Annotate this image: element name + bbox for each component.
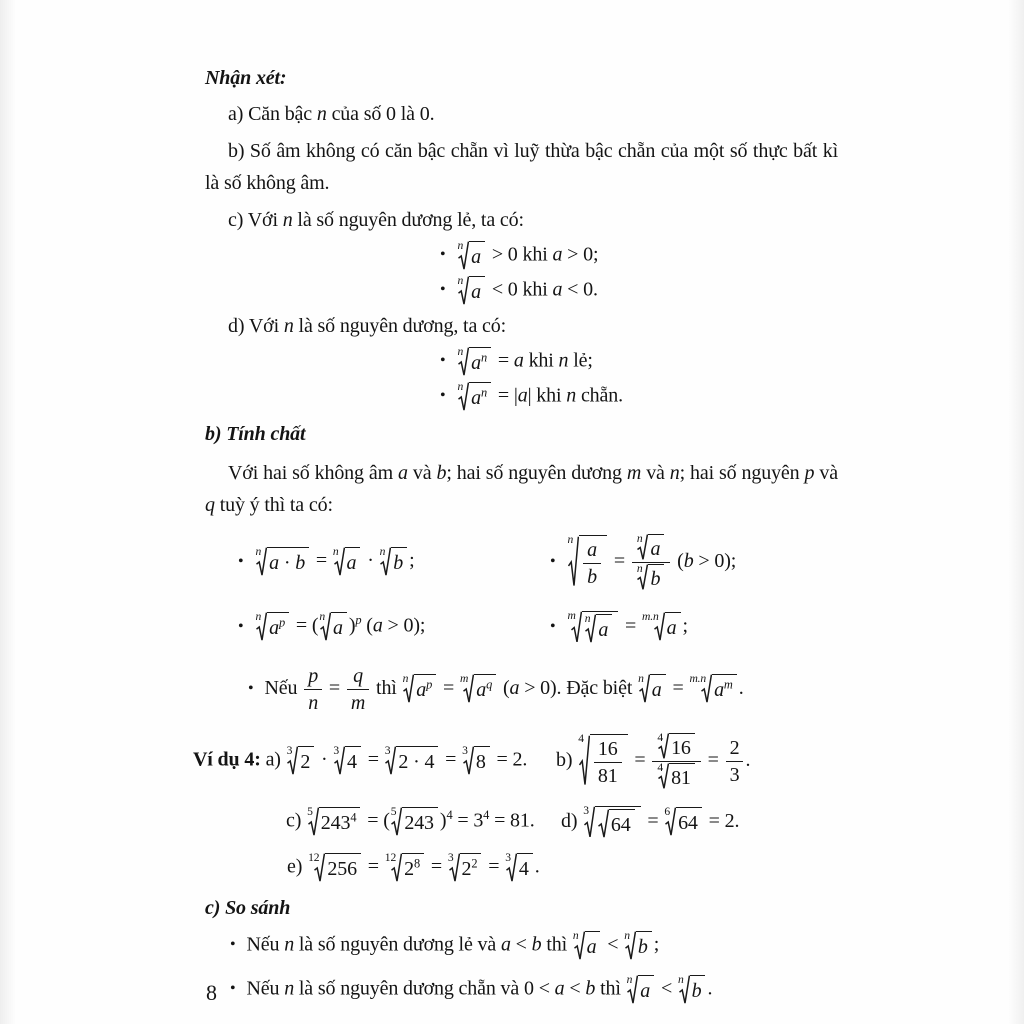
- denominator: 81: [597, 765, 618, 788]
- math-variable: b: [393, 552, 404, 575]
- radical: [657, 730, 694, 760]
- math-variable: a: [587, 539, 597, 562]
- radical-index: 3: [462, 744, 468, 758]
- superscript: 4: [483, 808, 490, 822]
- radical-index: n: [624, 928, 630, 942]
- radical: [638, 674, 666, 704]
- radicand: 243: [402, 807, 438, 837]
- bullet-marker: •: [440, 352, 446, 370]
- denominator: [583, 564, 601, 589]
- math-variable: a: [471, 245, 481, 268]
- math-variable: p: [426, 677, 433, 692]
- bullet-marker: •: [248, 679, 254, 697]
- radical: [572, 928, 601, 961]
- math-variable: b: [295, 552, 306, 575]
- radical: [584, 611, 613, 644]
- radical: [385, 746, 439, 776]
- radicand: [636, 931, 652, 961]
- heading-tinh-chat: b) Tính chất: [205, 422, 306, 445]
- radical: [457, 344, 491, 377]
- fraction: [347, 664, 369, 715]
- math-variable: a: [509, 676, 520, 699]
- numerator: [632, 531, 671, 563]
- radicand: [648, 564, 664, 591]
- radical-index: 3: [583, 803, 589, 817]
- numerator: [304, 664, 322, 690]
- math-variable: a: [586, 935, 597, 958]
- superscript: 4: [350, 810, 357, 825]
- radical-index: m.n: [689, 672, 707, 686]
- radical: [689, 674, 736, 704]
- radical: [380, 547, 408, 577]
- radical-index: 3: [286, 744, 293, 758]
- numerator: [583, 538, 601, 564]
- radicand: [650, 674, 666, 704]
- radical: [626, 972, 655, 1005]
- bullet-marker: •: [238, 617, 244, 635]
- superscript: 2: [471, 855, 478, 870]
- radicand: [638, 975, 654, 1005]
- example-4-cd: [286, 803, 1024, 839]
- radicand: [391, 547, 407, 577]
- column: b) 4 $\frac{16}{81}$ = 4 16 4 81 = $\frac{2}{3}$ .: [556, 730, 751, 789]
- math-variable: p: [278, 615, 286, 630]
- radical-index: n: [457, 344, 464, 358]
- math-variable: n: [284, 933, 295, 956]
- math-variable: a: [398, 461, 408, 484]
- radical: [391, 807, 438, 837]
- radical-index: n: [572, 928, 579, 942]
- radical-sign-icon: [598, 809, 609, 839]
- radical-index: m: [459, 672, 469, 686]
- math-variable: a: [651, 679, 662, 702]
- superscript: [426, 677, 432, 691]
- radicand: [579, 535, 607, 589]
- math-variable: n: [558, 349, 569, 372]
- radical: [578, 734, 627, 788]
- radicand: [469, 241, 485, 271]
- math-variable: a: [269, 617, 279, 640]
- compare-even: • Nếu n là số nguyên dương chẵn và 0 < a < b thì n a < n b .: [230, 975, 1024, 1005]
- radicand: [590, 734, 628, 788]
- heading-so-sanh: c) So sánh: [205, 896, 291, 919]
- radicand: 81: [669, 763, 695, 790]
- superscript: [481, 385, 487, 399]
- numerator: [347, 664, 369, 690]
- property-fraction-rule: • Nếu $\frac{p}{n}$ = $\frac{q}{m}$ thì n $a^p$ = m $a^q$ (a > 0). Đặc biệt n a = m.n $a^m$ .: [248, 664, 744, 714]
- radicand: [267, 612, 289, 642]
- math-variable: a: [333, 617, 343, 640]
- bullet-marker: •: [440, 246, 446, 264]
- radical-index: n: [567, 533, 574, 547]
- radicand: $2^2$: [460, 853, 482, 883]
- compare-odd: • Nếu n là số nguyên dương lẻ và a < b thì n a < n b ;: [230, 931, 1024, 961]
- numerator: 2: [726, 736, 744, 762]
- radical: [657, 760, 694, 790]
- radical-index: n: [457, 379, 464, 393]
- radicand: $243^4$: [319, 807, 361, 837]
- radical-index: n: [255, 545, 262, 559]
- numerator: 16: [594, 737, 622, 763]
- radical: [307, 807, 360, 837]
- item-d: d) Với n là số nguyên dương, ta có:: [228, 314, 507, 337]
- math-variable: p: [355, 613, 362, 627]
- radical-index: n: [457, 238, 464, 252]
- radical: [403, 674, 437, 704]
- bullet-marker: •: [440, 387, 446, 405]
- radical-index: 3: [447, 850, 454, 864]
- radicand: [585, 931, 601, 961]
- example-4-e: e) 12 256 = 12 $2^8$ = 3 $2^2$ = 3 4 .: [287, 853, 1024, 883]
- radicand: [469, 276, 485, 306]
- radicand: 64: [676, 807, 702, 837]
- column: • m n a = m.n a ;: [550, 611, 688, 644]
- math-variable: m: [626, 461, 642, 484]
- page-number: 8: [206, 980, 217, 1005]
- item-a: a) Căn bậc n của số 0 là 0.: [228, 103, 435, 125]
- item-b: b) Số âm không có căn bậc chẵn vì luỹ thừa bậc chẵn của một số thực bất kì là số không âm.: [205, 140, 838, 195]
- radical: [677, 972, 706, 1005]
- numerator: [652, 730, 700, 762]
- denominator: [304, 690, 322, 715]
- bullet-marker: •: [550, 617, 556, 635]
- radical: [255, 612, 289, 642]
- math-variable: n: [308, 691, 319, 714]
- fraction: [726, 736, 744, 787]
- math-variable: a: [666, 617, 677, 640]
- math-variable: a: [554, 977, 565, 1000]
- fraction: [652, 730, 700, 790]
- math-variable: a: [346, 552, 357, 575]
- math-variable: m: [350, 691, 366, 714]
- column: • n $a^p$ = ( n a )$^p$ (a > 0);: [238, 612, 550, 642]
- column: c) 5 $243^4$ = ( 5 243 )$^4 = 3^4 = 81$.: [286, 807, 561, 837]
- math-variable: n: [284, 977, 295, 1000]
- denominator: 3: [729, 763, 740, 786]
- math-variable: a: [416, 679, 427, 702]
- math-variable: a: [471, 386, 481, 409]
- radical: [333, 746, 361, 776]
- radical: [287, 746, 315, 776]
- radical-index: n: [584, 611, 591, 625]
- math-variable: b: [683, 549, 694, 572]
- radical: [642, 612, 680, 642]
- radical-index: 12: [384, 850, 397, 864]
- math-variable: b: [637, 935, 648, 958]
- property-row-1: [238, 531, 1024, 591]
- radical-index: n: [677, 972, 684, 986]
- radical-index: n: [255, 610, 262, 624]
- radical-index: n: [626, 972, 633, 986]
- math-variable: q: [353, 664, 363, 687]
- math-variable: n: [669, 461, 680, 484]
- radicand: [648, 534, 664, 561]
- bullet-marker: •: [230, 936, 236, 954]
- formula-nth-root-even: • n $a^n$ = |a| khi n chẵn.: [440, 382, 1024, 412]
- math-variable: n: [282, 208, 293, 231]
- radical: [505, 850, 533, 883]
- fraction: [594, 737, 622, 788]
- radical-index: 4: [578, 732, 584, 746]
- math-variable: b: [650, 567, 661, 590]
- math-variable: b: [585, 977, 596, 1000]
- superscript: [355, 613, 361, 627]
- radicand: [582, 611, 619, 644]
- radicand: 4: [345, 746, 361, 776]
- bullet-marker: •: [230, 980, 236, 998]
- math-variable: p: [804, 461, 815, 484]
- radicand: [414, 674, 436, 704]
- bold-label: Ví dụ 4:: [193, 748, 261, 771]
- radical-index: 4: [657, 730, 664, 744]
- math-variable: a: [471, 351, 481, 374]
- math-variable: b: [691, 979, 702, 1002]
- radicand: 16: [669, 733, 695, 760]
- heading-nhan-xet: Nhận xét:: [205, 67, 287, 89]
- radical: [319, 612, 347, 642]
- radical: [462, 746, 490, 776]
- column: • n $\frac{a}{b}$ = n a n b (b > 0);: [550, 531, 737, 590]
- radicand: [469, 347, 491, 377]
- bullet-marker: •: [238, 552, 244, 570]
- math-variable: n: [566, 384, 577, 407]
- math-variable: a: [476, 679, 487, 702]
- radical-index: n: [332, 545, 339, 559]
- fraction: [583, 538, 601, 589]
- math-variable: b: [587, 566, 597, 589]
- radical: [457, 379, 491, 412]
- denominator: [652, 762, 700, 790]
- superscript: 8: [413, 855, 420, 870]
- formula-root-positive: • n a > 0 khi a > 0;: [440, 241, 1024, 271]
- radicand: [712, 674, 737, 704]
- radical-index: 3: [333, 744, 340, 758]
- tinh-chat-intro: Với hai số không âm a và b; hai số nguyên dương m và n; hai số nguyên p và q tuỳ ý thì ta có:: [205, 461, 838, 517]
- radicand: [331, 612, 347, 642]
- math-variable: a: [640, 979, 651, 1002]
- radicand: [665, 612, 681, 642]
- math-variable: b: [531, 933, 542, 956]
- radical: [636, 561, 665, 591]
- radicand: 256: [325, 853, 361, 883]
- column: • n a · b = n a · n b ;: [238, 547, 550, 577]
- radicand: 2 · 4: [396, 746, 438, 776]
- radical-index: m.n: [642, 610, 659, 624]
- example-4-ab: [193, 730, 1024, 790]
- math-variable: n: [480, 385, 488, 400]
- math-variable: n: [316, 103, 327, 125]
- math-variable: a: [513, 349, 524, 372]
- radicand: a · b: [267, 547, 309, 577]
- fraction: [304, 664, 322, 715]
- math-variable: a: [269, 552, 279, 575]
- radicand: 2: [298, 746, 314, 776]
- math-variable: a: [598, 618, 609, 641]
- item-c: c) Với n là số nguyên dương lẻ, ta có:: [228, 208, 524, 231]
- bullet-marker: •: [550, 552, 556, 570]
- math-variable: q: [205, 494, 215, 517]
- radicand: 64: [609, 809, 635, 839]
- radical: [255, 547, 309, 577]
- radical-index: n: [636, 531, 643, 545]
- radical: [636, 531, 665, 561]
- radical-index: 5: [307, 805, 313, 819]
- math-variable: a: [714, 679, 724, 702]
- radicand: [474, 674, 496, 704]
- radical: [457, 238, 485, 271]
- radical-index: 12: [308, 850, 320, 864]
- radical: [333, 547, 361, 577]
- radical: [598, 809, 635, 839]
- superscript: [486, 677, 492, 691]
- radical-index: m: [567, 608, 576, 622]
- superscript: [279, 615, 285, 629]
- math-variable: p: [308, 664, 319, 687]
- radicand: [345, 547, 361, 577]
- radical: [567, 608, 618, 644]
- math-variable: n: [283, 314, 294, 337]
- denominator: [632, 563, 671, 591]
- radicand: 8: [474, 746, 490, 776]
- math-variable: a: [552, 243, 563, 266]
- superscript: [481, 350, 487, 364]
- radical-index: n: [638, 672, 644, 686]
- superscript: 4: [446, 808, 453, 822]
- denominator: [347, 690, 369, 715]
- radical: [457, 273, 485, 306]
- column: Ví dụ 4: a) 3 2 · 3 4 = 3 2 · 4 = 3 8 = 2.: [193, 746, 556, 776]
- formula-nth-root-odd: • n $a^n$ = a khi n lẻ;: [440, 347, 1024, 377]
- math-variable: m: [723, 677, 733, 692]
- formula-root-negative: • n a < 0 khi a < 0.: [440, 276, 1024, 306]
- radical: [567, 535, 607, 589]
- radical: [447, 850, 482, 883]
- radical-index: n: [319, 610, 326, 624]
- radical-index: 3: [384, 744, 391, 758]
- math-variable: n: [480, 350, 488, 365]
- property-row-2: [238, 608, 1024, 644]
- radical: [308, 850, 361, 883]
- fraction: [632, 531, 671, 591]
- radical: [384, 850, 424, 883]
- radicand: 4: [517, 853, 533, 883]
- math-variable: a: [552, 278, 563, 301]
- radical: [583, 803, 640, 839]
- radical: [624, 928, 652, 961]
- radical: [664, 807, 701, 837]
- radical-index: 3: [505, 850, 511, 864]
- radical-index: n: [636, 561, 643, 575]
- math-variable: a: [471, 280, 481, 303]
- radicand: [690, 975, 706, 1005]
- radicand: [469, 382, 491, 412]
- superscript: [724, 677, 733, 691]
- column: d) 3 64 = 6 64 = 2.: [561, 806, 739, 839]
- radical-index: n: [457, 273, 464, 287]
- bullet-marker: •: [440, 281, 446, 299]
- math-variable: a: [517, 384, 528, 407]
- math-variable: b: [436, 461, 447, 484]
- radical-index: n: [379, 545, 386, 559]
- radical: [460, 674, 496, 704]
- radical-index: 4: [657, 760, 664, 774]
- radicand: $2^8$: [402, 853, 424, 883]
- radical-index: 6: [664, 805, 671, 819]
- math-variable: q: [486, 677, 493, 692]
- math-variable: a: [372, 614, 383, 637]
- radical-index: n: [402, 672, 409, 686]
- math-variable: a: [500, 933, 511, 956]
- math-variable: a: [650, 537, 661, 560]
- radicand: [595, 806, 641, 839]
- radicand: [596, 614, 612, 644]
- radical-index: 5: [390, 805, 397, 819]
